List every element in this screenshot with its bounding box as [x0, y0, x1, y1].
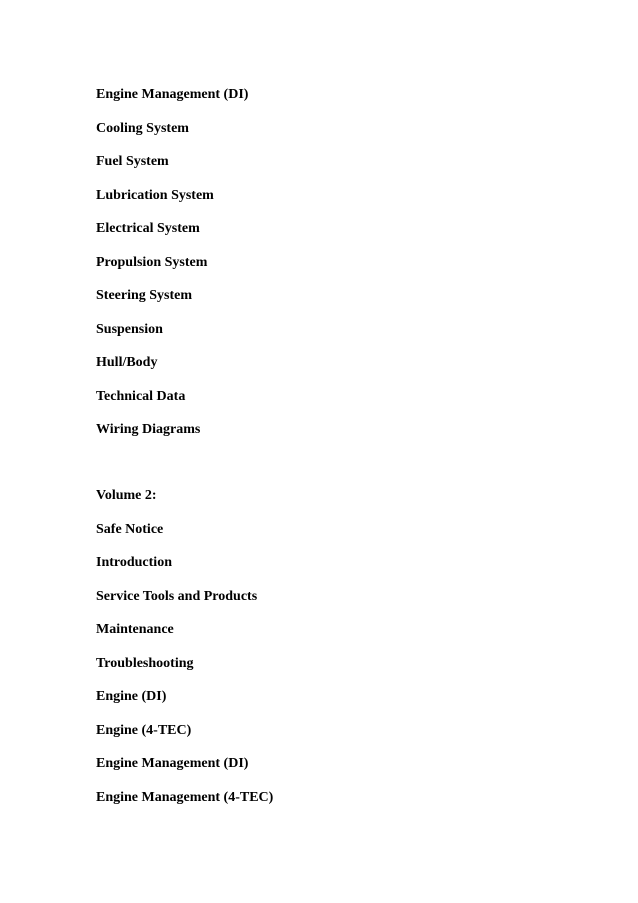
- contents-item-troubleshooting: Troubleshooting: [96, 655, 194, 671]
- contents-list-volume-1: [96, 86, 248, 455]
- contents-item-wiring-diagrams: Wiring Diagrams: [96, 422, 201, 437]
- contents-item-technical-data: Technical Data: [96, 388, 186, 404]
- contents-item-engine-4-tec: Engine (4-TEC): [96, 722, 192, 738]
- contents-item-engine-management-4-tec: Engine Management (4-TEC): [96, 789, 274, 805]
- contents-item-lubrication-system: Lubrication System: [96, 187, 214, 203]
- contents-item-service-tools-and-products: Service Tools and Products: [96, 588, 258, 604]
- contents-item-maintenance: Maintenance: [96, 622, 174, 637]
- contents-item-hull-body: Hull/Body: [96, 355, 158, 370]
- contents-item-fuel-system: Fuel System: [96, 154, 169, 169]
- contents-item-steering-system: Steering System: [96, 288, 193, 303]
- contents-item-engine-management-di-2: Engine Management (DI): [96, 756, 249, 771]
- contents-item-electrical-system: Electrical System: [96, 221, 200, 236]
- contents-item-suspension: Suspension: [96, 321, 163, 337]
- contents-item-propulsion-system: Propulsion System: [96, 254, 208, 270]
- contents-item-engine-di: Engine (DI): [96, 689, 167, 704]
- contents-item-safe-notice: Safe Notice: [96, 521, 164, 537]
- volume-2-heading: Volume 2:: [96, 488, 157, 503]
- contents-item-engine-management-di: Engine Management (DI): [96, 87, 249, 102]
- contents-item-cooling-system: Cooling System: [96, 120, 189, 136]
- contents-list-volume-2: [96, 487, 273, 822]
- contents-item-introduction: Introduction: [96, 555, 172, 570]
